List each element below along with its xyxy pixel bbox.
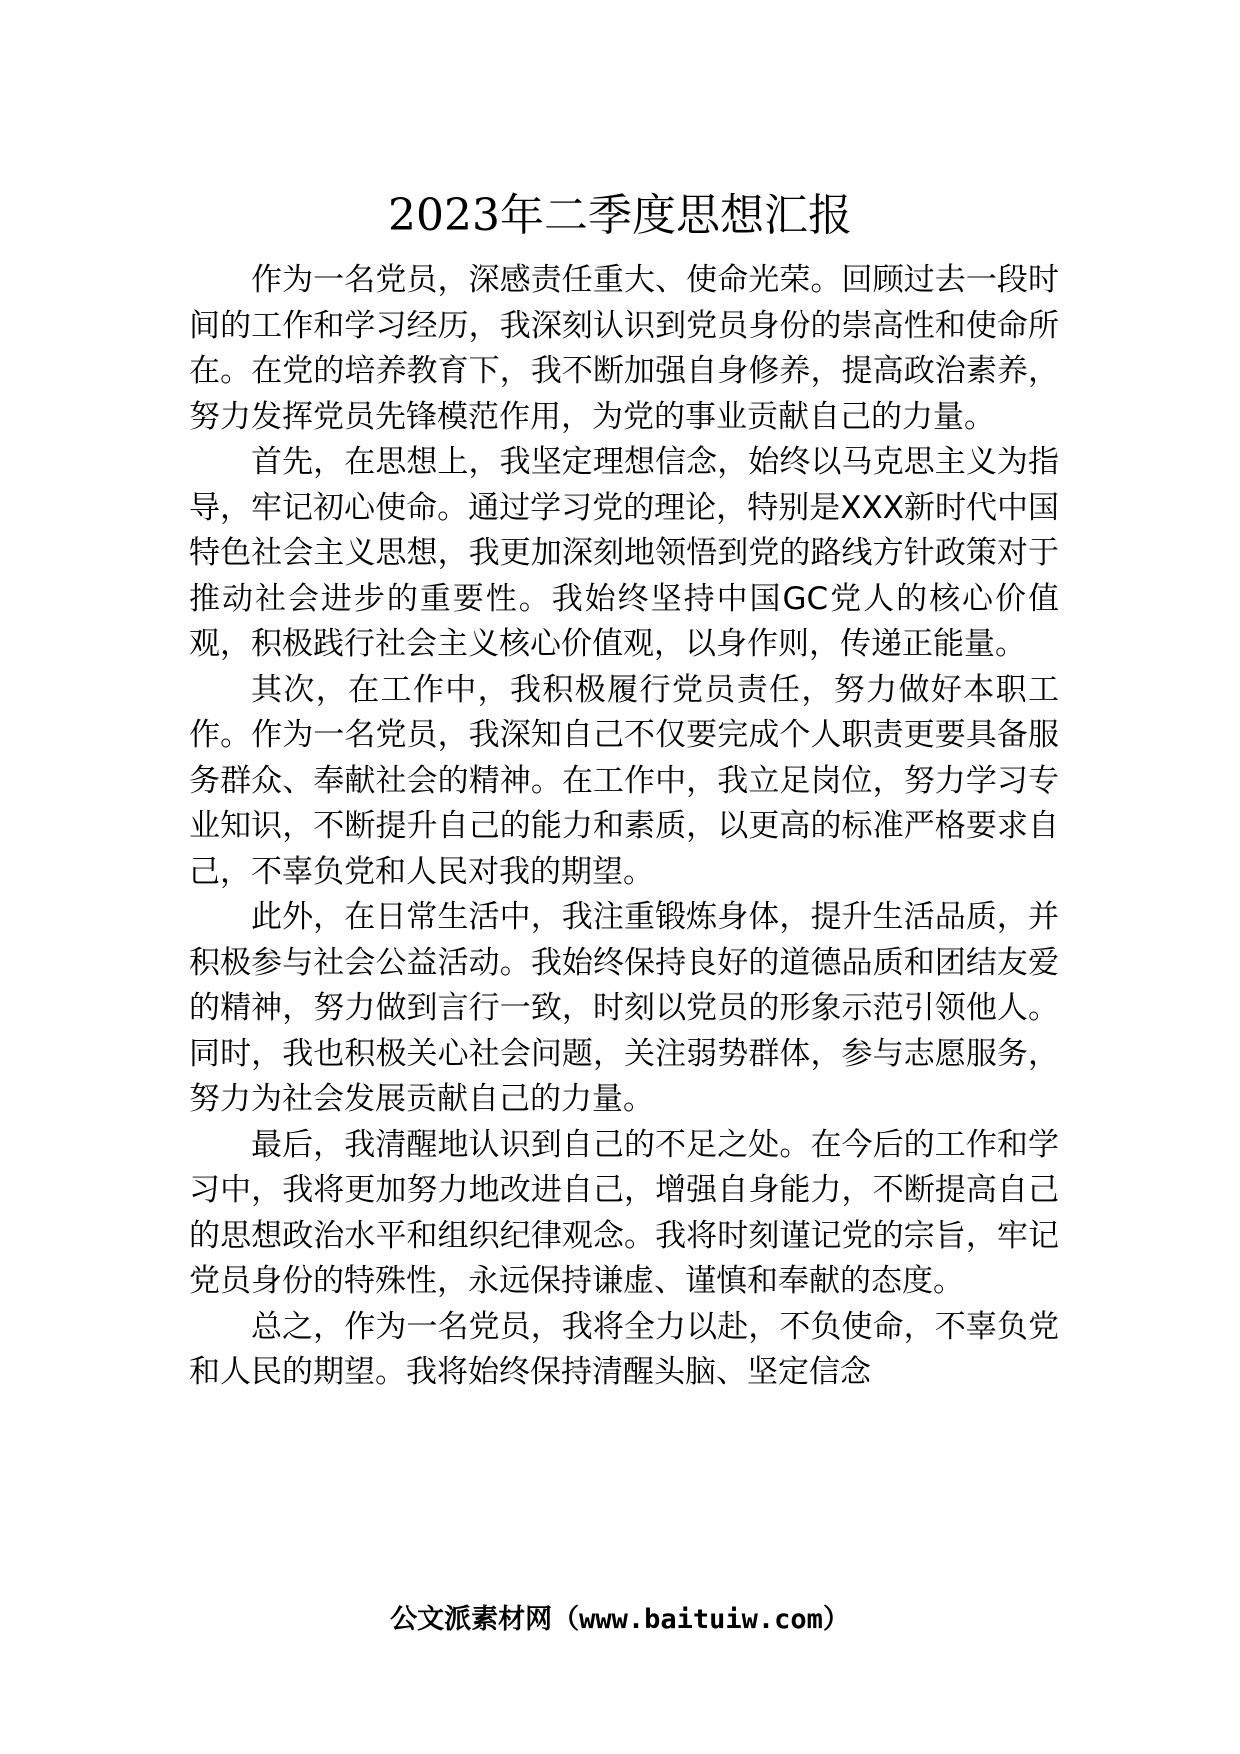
paragraph-intro: 作为一名党员，深感责任重大、使命光荣。回顾过去一段时间的工作和学习经历，我深刻认识到党员身份的崇高性和使命所在。在党的培养教育下，我不断加强自身修养，提高政治素养，努力发挥党员先锋模范作用，为党的事业贡献自己的力量。: [189, 262, 1059, 435]
paragraph-work: 其次，在工作中，我积极履行党员责任，努力做好本职工作。作为一名党员，我深知自己不仅要完成个人职责更要具备服务群众、奉献社会的精神。在工作中，我立足岗位，努力学习专业知识，不断提升自己的能力和素质，以更高的标准严格要求自己，不辜负党和人民对我的期望。: [189, 671, 1059, 890]
document-title: 2023年二季度思想汇报: [388, 190, 852, 241]
paragraph-life: 此外，在日常生活中，我注重锻炼身体，提升生活品质，并积极参与社会公益活动。我始终保持良好的道德品质和团结友爱的精神，努力做到言行一致，时刻以党员的形象示范引领他人。同时，我也积极关心社会问题，关注弱势群体，参与志愿服务，努力为社会发展贡献自己的力量。: [189, 899, 1059, 1117]
paragraph-conclusion: 总之，作为一名党员，我将全力以赴，不负使命，不辜负党和人民的期望。我将始终保持清醒头脑、坚定信念: [189, 1308, 1059, 1390]
footer-watermark: 公文派素材网（www.baituiw.com）: [390, 1604, 850, 1635]
paragraph-shortcomings: 最后，我清醒地认识到自己的不足之处。在今后的工作和学习中，我将更加努力地改进自己，增强自身能力，不断提高自己的思想政治水平和组织纪律观念。我将时刻谨记党的宗旨，牢记党员身份的特殊性，永远保持谦虚、谨慎和奉献的态度。: [189, 1126, 1059, 1299]
paragraph-thought: 首先，在思想上，我坚定理想信念，始终以马克思主义为指导，牢记初心使命。通过学习党的理论，特别是XXX新时代中国特色社会主义思想，我更加深刻地领悟到党的路线方针政策对于推动社会进步的重要性。我始终坚持中国GC党人的核心价值观，积极践行社会主义核心价值观，以身作则，传递正能量。: [189, 444, 1059, 662]
document-body: [189, 258, 1059, 1396]
